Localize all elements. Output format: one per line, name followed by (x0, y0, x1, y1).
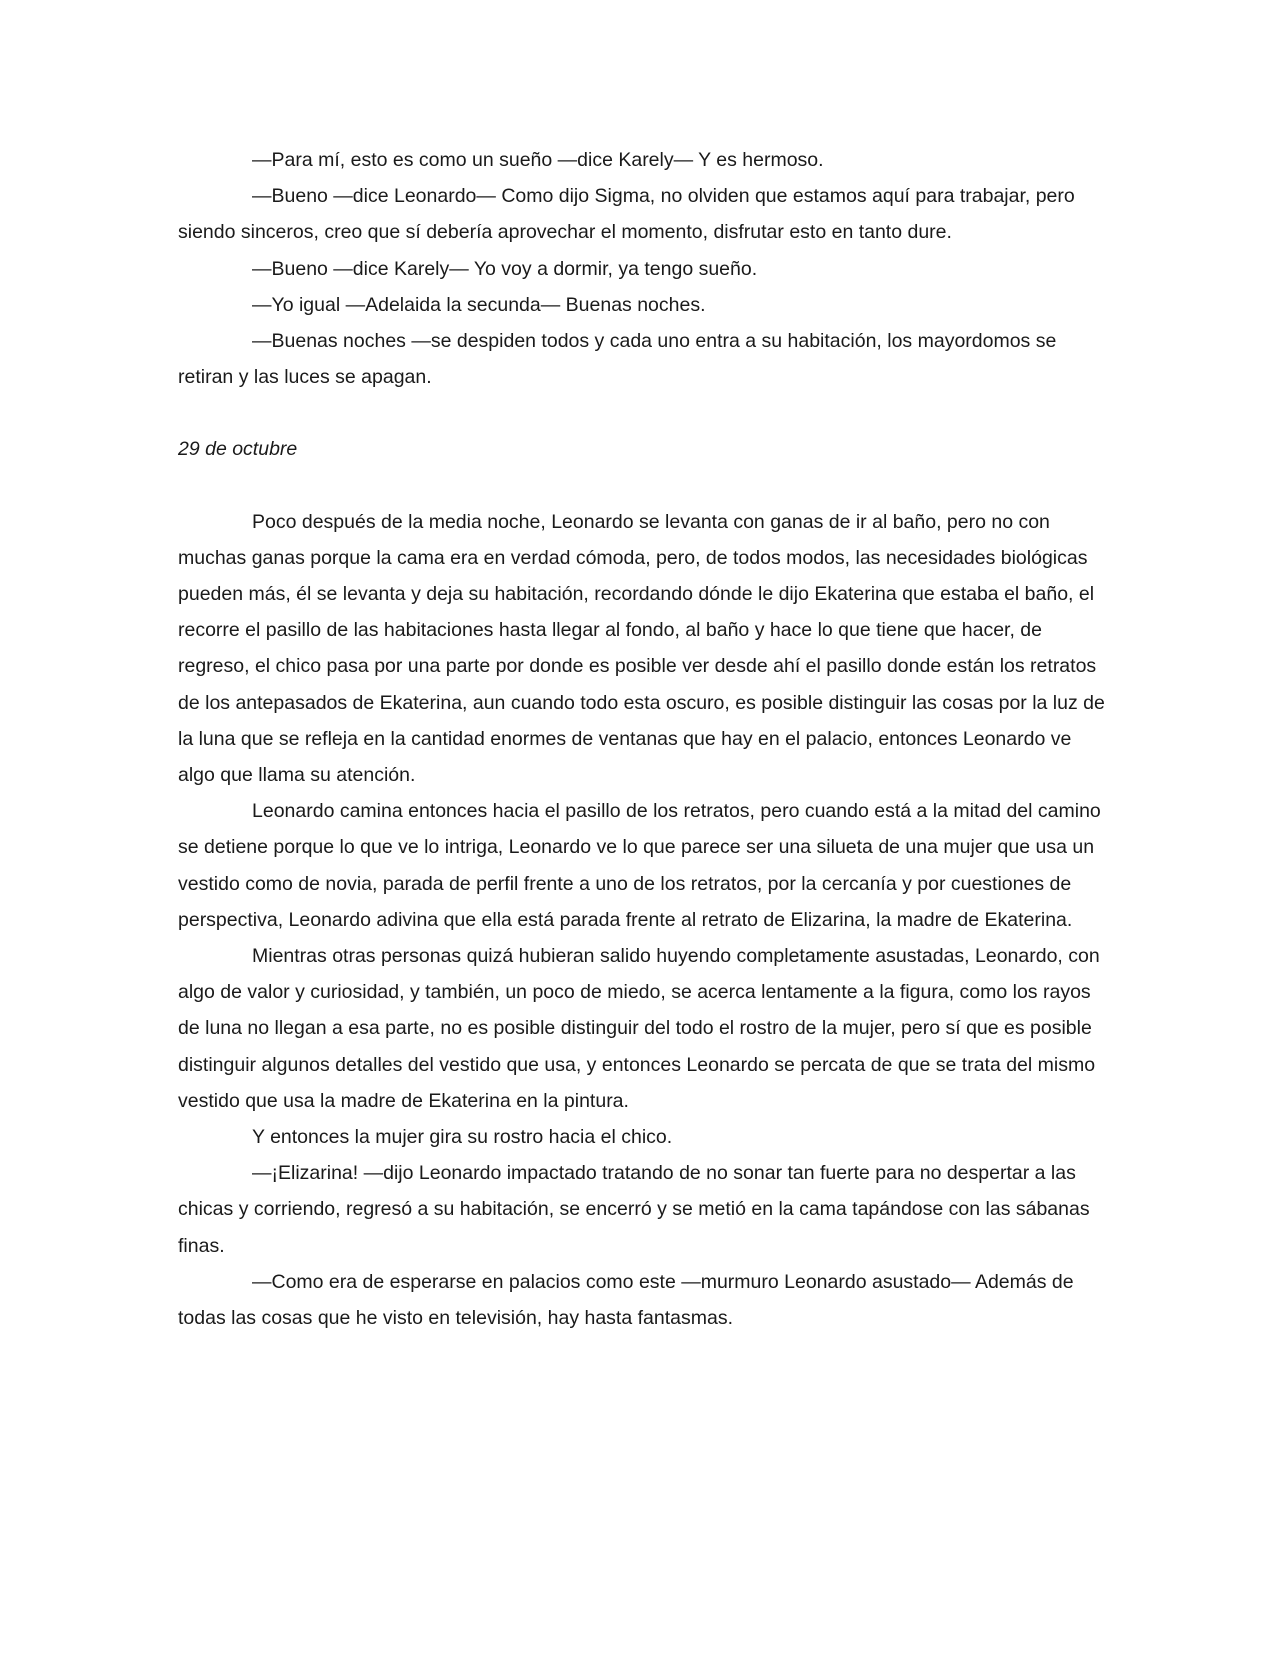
dialogue-section (178, 142, 1106, 395)
date-heading: 29 de octubre (178, 438, 298, 461)
dialogue-line: —Bueno —dice Karely— Yo voy a dormir, ya tengo sueño. (252, 257, 758, 280)
paragraph: Poco después de la media noche, Leonardo se levanta con ganas de ir al baño, pero no con muchas ganas porque la cama era en verdad cómoda, pero, de todos modos, las necesidades biológicas pueden más, él se levanta y deja su habitación, recordando dónde le dijo Ekaterina que estaba el baño, el recorre el pasillo de las habitaciones hasta llegar al fondo, al baño y hace lo que tiene que hacer, de regreso, el chico pasa por una parte por donde es posible ver desde ahí el pasillo donde están los retratos de los antepasados de Ekaterina, aun cuando todo esta oscuro, es posible distinguir las cosas por la luz de la luna que se refleja en la cantidad enormes de ventanas que hay en el palacio, entonces Leonardo ve algo que llama su atención. (178, 510, 1105, 787)
paragraph: —Como era de esperarse en palacios como este —murmuro Leonardo asustado— Además de todas las cosas que he visto en televisión, hay hasta fantasmas. (178, 1270, 1074, 1330)
dialogue-line: —Para mí, esto es como un sueño —dice Karely— Y es hermoso. (252, 149, 824, 171)
paragraph: Y entonces la mujer gira su rostro hacia el chico. (252, 1126, 673, 1149)
dialogue-line: —Bueno —dice Leonardo— Como dijo Sigma, no olviden que estamos aquí para trabajar, pero siendo sinceros, creo que sí debería aprovechar el momento, disfrutar esto en tanto dure. (178, 185, 1075, 244)
dialogue-line: —Yo igual —Adelaida la secunda— Buenas noches. (252, 293, 706, 316)
paragraph: —¡Elizarina! —dijo Leonardo impactado tratando de no sonar tan fuerte para no despertar a las chicas y corriendo, regresó a su habitación, se encerró y se metió en la cama tapándose con las sábanas finas. (178, 1162, 1090, 1257)
dialogue-line: —Buenas noches —se despiden todos y cada uno entra a su habitación, los mayordomos se retiran y las luces se apagan. (178, 330, 1057, 389)
document-page (178, 142, 1106, 1336)
narrative-section (178, 504, 1106, 1337)
paragraph: Leonardo camina entonces hacia el pasillo de los retratos, pero cuando está a la mitad del camino se detiene porque lo que ve lo intriga, Leonardo ve lo que parece ser una silueta de una mujer que usa un vestido como de novia, parada de perfil frente a uno de los retratos, por la cercanía y por cuestiones de perspectiva, Leonardo adivina que ella está parada frente al retrato de Elizarina, la madre de Ekaterina. (178, 800, 1101, 931)
paragraph: Mientras otras personas quizá hubieran salido huyendo completamente asustadas, Leonardo, con algo de valor y curiosidad, y también, un poco de miedo, se acerca lentamente a la figura, como los rayos de luna no llegan a esa parte, no es posible distinguir del todo el rostro de la mujer, pero sí que es posible distinguir algunos detalles del vestido que usa, y entonces Leonardo se percata de que se trata del mismo vestido que usa la madre de Ekaterina en la pintura. (178, 945, 1100, 1112)
